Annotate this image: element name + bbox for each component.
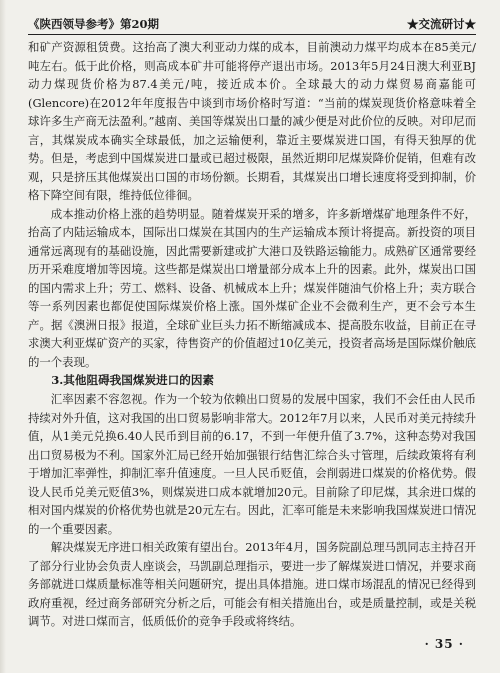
section-heading: 3.其他阻碍我国煤炭进口的因素 <box>51 373 215 387</box>
paragraph-3: 汇率因素不容忽视。作为一个较为依赖出口贸易的发展中国家，我们不会任由人民币持续对外升值，这对我国的出口贸易影响非常大。2012年7月以来，人民币对美元持续升值，从1美元兑换6.40人民币到目前的6.17，不到一年便升值了3.7%，这种态势对我国出口贸易极为不利。国家外汇局已经开始加强银行结售汇综合头寸管理，后续政策将有利于增加汇率弹性，抑制汇率升值速度。一旦人民币贬值，会削弱进口煤炭的价格优势。假设人民币兑美元贬值3%，则煤炭进口成本就增加20元。目前除了印尼煤，其余进口煤的相对国内煤炭的价格优势也就是20元左右。因此，汇率可能是未来影响我国煤炭进口情况的一个重要因素。 <box>28 392 476 536</box>
section-label: ★交流研讨★ <box>407 17 476 31</box>
header-rule <box>28 34 476 35</box>
scan-edge-shadow <box>0 0 6 673</box>
page-number: · 35 · <box>424 637 464 651</box>
paragraph-1: 和矿产资源租赁费。这抬高了澳大利亚动力煤的成本，目前澳动力煤平均成本在85美元/吨左右。低于此价格，则高成本矿井可能将停产退出市场。2013年5月24日澳大利亚BJ动力煤现货价格为87.4美元/吨，接近成本价。全球最大的动力煤贸易商嘉能可(Glencore)在2012年年度报告中谈到市场价格时写道：“当前的煤炭现货价格意味着全球许多生产商无法盈利。”越南、美国等煤炭出口量的减少便是对此价位的反映。对印尼而言，其煤炭成本确实全球最低，加之运输便利，靠近主要煤炭进口国，有得天独厚的优势。但是，考虑到中国煤炭进口量或已超过极限，虽然近期印尼煤炭降价促销，但难有改观，只是挤压其他煤炭出口国的市场份额。长期看，其煤炭出口增长速度将受到抑制，价格下降空间有限，维持低位徘徊。 <box>28 40 476 202</box>
article-body <box>28 38 476 631</box>
paragraph-4: 解决煤炭无序进口相关政策有望出台。2013年4月，国务院副总理马凯同志主持召开了部分行业协会负责人座谈会，马凯副总理指示，要进一步了解煤炭进口情况，并要求商务部就进口煤质量标准等相关问题研究，提出具体措施。进口煤市场混乱的情况已经得到政府重视，经过商务部研究分析之后，可能会有相关措施出台，或是质量控制，或是关税调节。对进口煤而言，低质低价的竞争手段或将终结。 <box>28 540 476 628</box>
journal-title: 《陕西领导参考》第20期 <box>28 17 160 31</box>
paragraph-2: 成本推动价格上涨的趋势明显。随着煤炭开采的增多，许多新增煤矿地理条件不好，抬高了内陆运输成本，国际出口煤炭在其国内的生产运输成本预计将提高。新投资的项目通常远离现有的基础设施，因此需要新建或扩大港口及铁路运输能力。成熟矿区通常要经历开采难度增加等因境。这些都是煤炭出口增量部分成本上升的因素。此外，煤炭出口国的国内需求上升；劳工、燃料、设备、机械成本上升；煤炭伴随油气价格上升；卖方联合等一系列因素也都促使国际煤炭价格上涨。国外煤矿企业不会微利生产，更不会亏本生产。据《澳洲日报》报道，全球矿业巨头力拓不断缩减成本、提高股东收益，目前正在寻求澳大利亚煤矿资产的买家，待售资产的价值超过10亿美元，投资者高场是国际煤价触底的一个表现。 <box>28 206 476 369</box>
running-header <box>28 12 476 32</box>
